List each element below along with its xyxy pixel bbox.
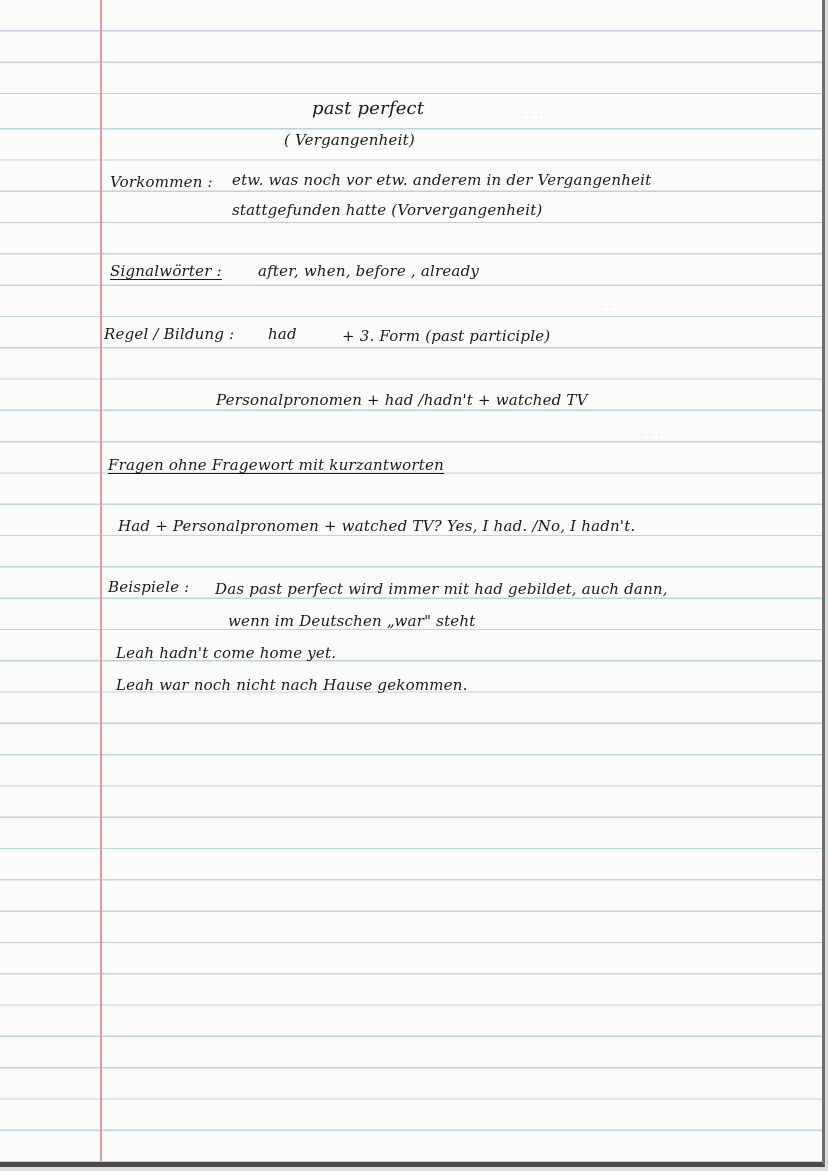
occurrence-text: etw. was noch vor etw. anderem in der Vergangenheit [232, 171, 652, 189]
occurrence-label: Vorkommen : [110, 173, 213, 191]
bleed-through-mark: · · [600, 300, 613, 315]
bleed-through-mark: · · · [520, 108, 541, 123]
questions-heading: Fragen ohne Fragewort mit kurzantworten [108, 456, 444, 474]
rule-form: + 3. Form (past participle) [342, 327, 551, 345]
page-subtitle: ( Vergangenheit) [284, 131, 415, 149]
example-german: Leah war noch nicht nach Hause gekommen. [116, 676, 468, 694]
page-title: past perfect [312, 98, 425, 119]
signal-words-label: Signalwörter : [110, 262, 222, 280]
examples-label: Beispiele : [108, 578, 190, 596]
example-english: Leah hadn't come home yet. [116, 644, 337, 662]
margin-line [100, 0, 102, 1162]
signal-words: after, when, before , already [258, 262, 480, 280]
occurrence-text-continued: stattgefunden hatte (Vorvergangenheit) [232, 201, 543, 219]
formula: Personalpronomen + had /hadn't + watched TV [216, 391, 588, 409]
question-formula: Had + Personalpronomen + watched TV? Yes, I had. /No, I hadn't. [118, 517, 636, 535]
rule-label: Regel / Bildung : [104, 325, 235, 343]
examples-text-continued: wenn im Deutschen „war" steht [228, 612, 476, 630]
examples-text: Das past perfect wird immer mit had gebildet, auch dann, [215, 580, 668, 598]
bleed-through-mark: · · · [640, 428, 661, 443]
rule-had: had [268, 325, 297, 343]
